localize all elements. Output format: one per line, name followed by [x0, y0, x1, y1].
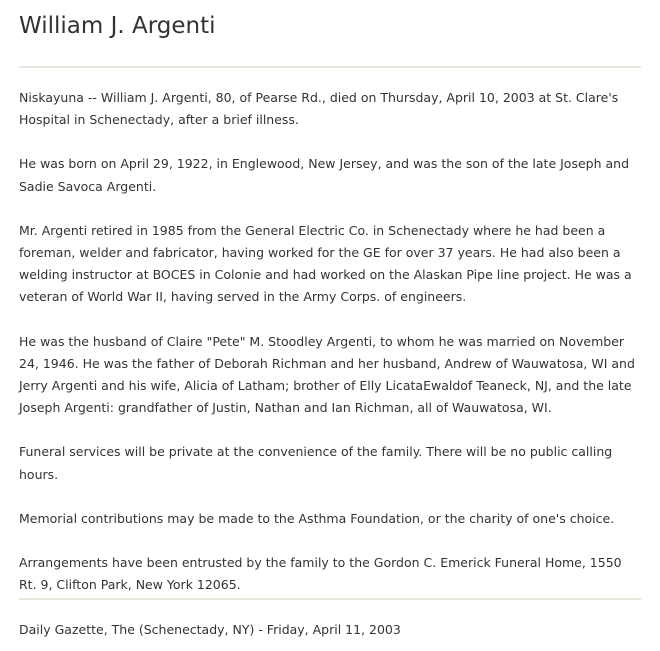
paragraph-services: Funeral services will be private at the convenience of the family. There will be no public calling hours.	[19, 444, 613, 482]
paragraph-arrangements: Arrangements have been entrusted by the family to the Gordon C. Emerick Funeral Home, 1550 Rt. 9, Clifton Park, New York 12065.	[19, 555, 622, 593]
page-title: William J. Argenti	[19, 13, 216, 39]
footer-divider	[19, 598, 641, 600]
paragraph-memorial: Memorial contributions may be made to the Asthma Foundation, or the charity of one's choice.	[19, 510, 615, 526]
paragraph-family: He was the husband of Claire "Pete" M. Stoodley Argenti, to whom he was married on November 24, 1946. He was the father of Deborah Richman and her husband, Andrew of Wauwatosa, WI and Jerry Argenti and his wife, Alicia of Latham; brother of Elly LicataEwaldof Teaneck, NJ, and the late Joseph Argenti: grandfather of Justin, Nathan and Ian Richman, all of Wauwatosa, WI.	[19, 333, 635, 416]
paragraph-career: Mr. Argenti retired in 1985 from the General Electric Co. in Schenectady where he had been a foreman, welder and fabricator, having worked for the GE for over 37 years. He had also been a welding instructor at BOCES in Colonie and had worked on the Alaskan Pipe line project. He was a veteran of World War II, having served in the Army Corps. of engineers.	[19, 222, 632, 305]
article-body	[19, 87, 641, 618]
title-divider	[19, 66, 641, 68]
paragraph-death-notice: Niskayuna -- William J. Argenti, 80, of Pearse Rd., died on Thursday, April 10, 2003 at St. Clare's Hospital in Schenectady, after a brief illness.	[19, 90, 619, 128]
source-citation: Daily Gazette, The (Schenectady, NY) - Friday, April 11, 2003	[19, 622, 401, 637]
paragraph-birth: He was born on April 29, 1922, in Englewood, New Jersey, and was the son of the late Joseph and Sadie Savoca Argenti.	[19, 156, 630, 194]
